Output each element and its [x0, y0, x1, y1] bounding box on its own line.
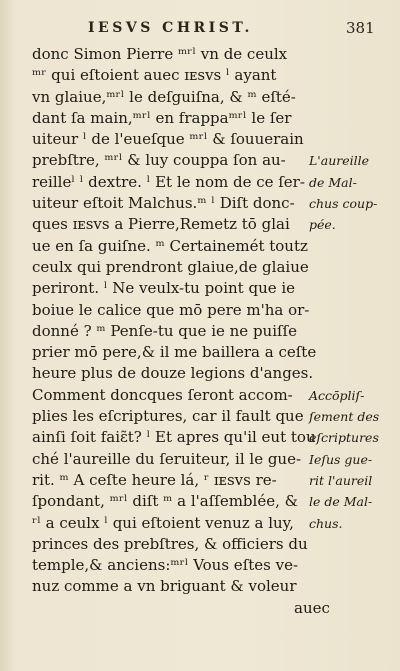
line-text: plies les eſcriptures, car il fault que — [32, 407, 304, 426]
line-text: ché l'aureille du ſeruiteur, il le gue- — [32, 449, 302, 468]
line-text: vn glaiue,ᵐʳˡ le deſguiſna, & ᵐ eſté- — [32, 87, 296, 106]
line-text: ᵐʳ qui eſtoient auec ɪᴇsᴠs ˡ ayant — [32, 66, 277, 85]
margin-note: rit l'aureil — [309, 472, 373, 488]
running-head: IESVS CHRIST. — [88, 20, 253, 36]
line-text: dant ſa main,ᵐʳˡ en frappaᵐʳˡ le ſer — [32, 108, 292, 127]
text-line — [24, 129, 380, 150]
text-line — [24, 449, 380, 470]
line-text: donc Simon Pierre ᵐʳˡ vn de ceulx — [32, 45, 288, 63]
text-line — [24, 214, 380, 235]
text-line — [24, 236, 380, 257]
margin-note: eſcriptures — [309, 430, 379, 446]
line-text: boiue le calice que mō pere m'ha or- — [32, 300, 310, 319]
margin-note: Ieſus gue- — [309, 451, 373, 467]
line-text: uiteur eſtoit Malchus.ᵐ ˡ Diſt donc- — [32, 194, 295, 213]
text-line — [24, 513, 380, 534]
line-text: ʳˡ a ceulx ˡ qui eſtoient venuz a luy, — [32, 513, 294, 532]
line-text: ceulx qui prendront glaiue,de glaiue — [32, 257, 309, 276]
line-text: ue en ſa guiſne. ᵐ Certainemét toutz — [32, 236, 308, 255]
text-line — [24, 555, 380, 576]
line-text: donné ? ᵐ Penſe-tu que ie ne puiſſe — [32, 321, 297, 340]
text-line — [24, 342, 380, 363]
line-text: temple,& anciens:ᵐʳˡ Vous eſtes ve- — [32, 556, 299, 575]
margin-note: le de Mal- — [309, 494, 373, 510]
line-text: nuz comme a vn briguant & voleur — [32, 577, 297, 596]
text-line — [24, 491, 380, 512]
text-line — [24, 427, 380, 448]
text-line — [24, 150, 380, 171]
text-line — [24, 108, 380, 129]
text-line — [24, 321, 380, 342]
text-line — [24, 44, 380, 65]
text-line — [24, 65, 380, 86]
text-line — [24, 257, 380, 278]
text-line — [24, 300, 380, 321]
line-text: reilleˡ ˡ dextre. ˡ Et le nom de ce ſer- — [32, 172, 305, 191]
margin-note: Accōpliſ- — [309, 387, 365, 403]
catchword: auec — [294, 598, 330, 617]
margin-note: de Mal- — [309, 174, 357, 190]
body-text — [24, 44, 380, 619]
text-line — [24, 534, 380, 555]
line-text: Comment doncques ſeront accom- — [32, 385, 293, 404]
line-text: uiteur ˡ de l'eueſque ᵐʳˡ & ſouuerain — [32, 130, 304, 149]
text-line — [24, 193, 380, 214]
margin-note: chus. — [309, 515, 343, 531]
line-text: ques ɪᴇsᴠs a Pierre,Remetz tō glai — [32, 215, 290, 234]
line-text: periront. ˡ Ne veulx-tu point que ie — [32, 279, 296, 298]
text-line — [24, 87, 380, 108]
page-number: 381 — [346, 19, 375, 37]
margin-note: chus coup- — [309, 196, 378, 212]
text-line — [24, 385, 380, 406]
line-text: princes des prebſtres, & officiers du — [32, 534, 308, 553]
text-line — [24, 172, 380, 193]
text-line — [24, 576, 380, 597]
text-line — [24, 278, 380, 299]
line-text: ſpondant, ᵐʳˡ diſt ᵐ a l'aſſemblée, & — [32, 492, 298, 511]
text-line — [24, 470, 380, 491]
line-text: prier mō pere,& il me baillera a ceſte — [32, 343, 317, 362]
line-text: heure plus de douze legions d'anges. — [32, 364, 314, 383]
margin-note: L'aureille — [309, 153, 370, 169]
margin-note: ſement des — [309, 409, 380, 425]
text-line — [24, 406, 380, 427]
line-text: prebſtre, ᵐʳˡ & luy couppa ſon au- — [32, 151, 286, 170]
margin-note: pée. — [309, 217, 336, 233]
page-header — [0, 20, 400, 40]
line-text: ainſi ſoit faiɛ̃t? ˡ Et apres qu'il eut tou — [32, 428, 316, 447]
text-line — [24, 363, 380, 384]
line-text: rit. ᵐ A ceſte heure lá, ʳ ɪᴇsᴠs re- — [32, 470, 277, 489]
catchword-line — [24, 598, 380, 619]
